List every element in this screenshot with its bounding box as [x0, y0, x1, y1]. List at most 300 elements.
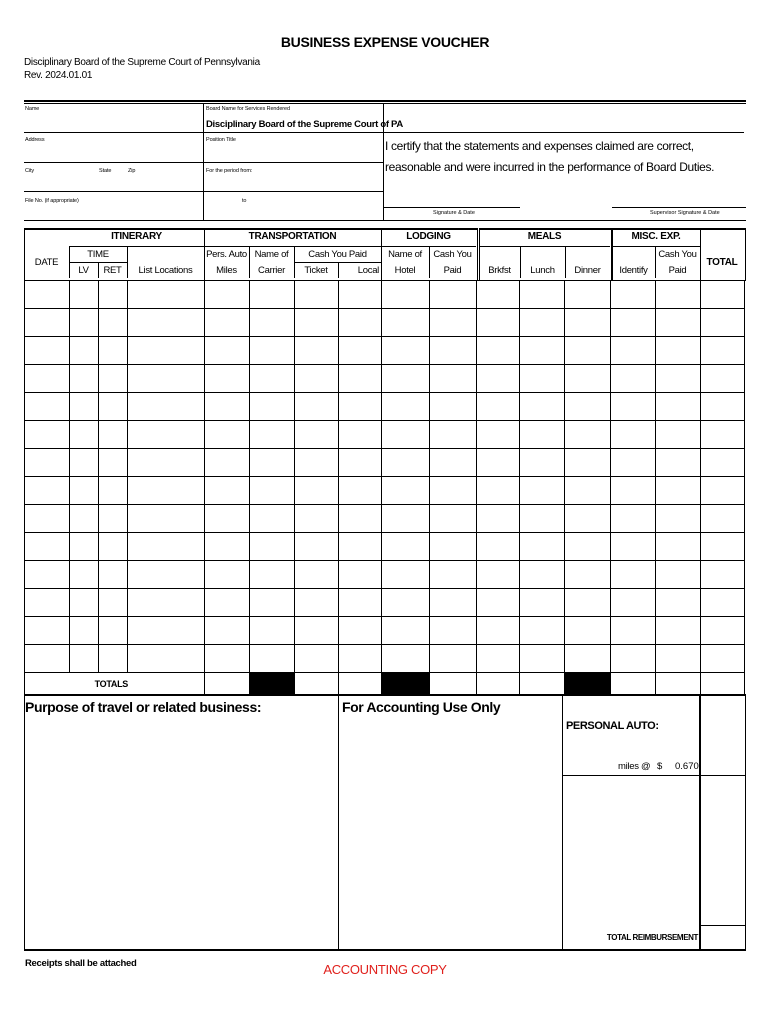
expense-cell[interactable] [339, 589, 382, 617]
expense-cell[interactable] [430, 365, 477, 393]
expense-cell[interactable] [99, 281, 128, 309]
expense-cell[interactable] [520, 421, 565, 449]
expense-cell[interactable] [520, 477, 565, 505]
expense-cell[interactable] [477, 533, 520, 561]
expense-cell[interactable] [99, 337, 128, 365]
expense-cell[interactable] [70, 617, 99, 645]
expense-cell[interactable] [565, 281, 611, 309]
expense-cell[interactable] [128, 309, 205, 337]
expense-cell[interactable] [382, 365, 430, 393]
expense-cell[interactable] [477, 449, 520, 477]
expense-cell[interactable] [99, 617, 128, 645]
board-value: Disciplinary Board of the Supreme Court of PA [206, 119, 403, 130]
expense-cell[interactable] [477, 645, 520, 673]
expense-cell[interactable] [25, 309, 70, 337]
expense-cell[interactable] [250, 589, 295, 617]
expense-cell[interactable] [250, 281, 295, 309]
expense-cell[interactable] [339, 309, 382, 337]
totals-shaded-cell [382, 673, 430, 696]
expense-cell[interactable] [205, 505, 250, 533]
signature-line [383, 207, 520, 208]
expense-cell[interactable] [430, 281, 477, 309]
expense-cell[interactable] [250, 561, 295, 589]
info-bottom-rule [24, 220, 746, 221]
expense-cell[interactable] [128, 337, 205, 365]
expense-cell[interactable] [99, 477, 128, 505]
expense-cell[interactable] [250, 393, 295, 421]
expense-cell[interactable] [382, 337, 430, 365]
expense-cell[interactable] [99, 365, 128, 393]
expense-cell[interactable] [339, 449, 382, 477]
expense-cell[interactable] [430, 533, 477, 561]
totals-cell[interactable] [701, 673, 745, 696]
expense-cell[interactable] [250, 337, 295, 365]
expense-cell[interactable] [25, 449, 70, 477]
expense-cell[interactable] [701, 421, 745, 449]
expense-cell[interactable] [430, 449, 477, 477]
local-heading: Local [357, 265, 379, 276]
meals-underline [479, 246, 610, 247]
expense-cell[interactable] [339, 337, 382, 365]
expense-cell[interactable] [128, 617, 205, 645]
expense-cell[interactable] [128, 365, 205, 393]
expense-row [25, 505, 745, 533]
locations-heading: List Locations [138, 265, 193, 276]
zip-label: Zip [128, 168, 136, 174]
expense-cell[interactable] [205, 617, 250, 645]
ticket-heading: Ticket [304, 265, 328, 276]
expense-cell[interactable] [205, 449, 250, 477]
expense-cell[interactable] [295, 449, 339, 477]
expense-cell[interactable] [99, 561, 128, 589]
expense-cell[interactable] [701, 365, 745, 393]
expense-cell[interactable] [339, 617, 382, 645]
expense-cell[interactable] [430, 617, 477, 645]
expense-cell[interactable] [565, 533, 611, 561]
expense-cell[interactable] [70, 589, 99, 617]
expense-cell[interactable] [250, 421, 295, 449]
expense-cell[interactable] [430, 477, 477, 505]
expense-cell[interactable] [611, 561, 656, 589]
address-label: Address [25, 137, 45, 143]
expense-cell[interactable] [565, 365, 611, 393]
expense-cell[interactable] [205, 421, 250, 449]
expense-cell[interactable] [611, 589, 656, 617]
accounting-use-label: For Accounting Use Only [342, 699, 501, 715]
total-box-bottom [562, 949, 746, 950]
expense-cell[interactable] [656, 337, 701, 365]
expense-cell[interactable] [295, 421, 339, 449]
total-reimbursement-label: TOTAL REIMBURSEMENT [606, 933, 698, 942]
expense-cell[interactable] [656, 421, 701, 449]
expense-cell[interactable] [99, 449, 128, 477]
table-header [24, 228, 746, 280]
expense-cell[interactable] [382, 505, 430, 533]
expense-cell[interactable] [477, 617, 520, 645]
transportation-heading: TRANSPORTATION [248, 231, 337, 242]
expense-cell[interactable] [295, 645, 339, 673]
certification-statement: I certify that the statements and expenses claimed are correct, reasonable and were incurred in the performance of Board Duties. [385, 139, 715, 174]
expense-cell[interactable] [295, 309, 339, 337]
expense-cell[interactable] [611, 281, 656, 309]
expense-cell[interactable] [520, 393, 565, 421]
expense-cell[interactable] [430, 421, 477, 449]
form-org [24, 56, 260, 82]
expense-cell[interactable] [99, 645, 128, 673]
expense-cell[interactable] [205, 561, 250, 589]
expense-cell[interactable] [701, 505, 745, 533]
expense-cell[interactable] [99, 393, 128, 421]
lunch-heading: Lunch [530, 265, 555, 276]
totals-cell[interactable] [477, 673, 520, 696]
expense-cell[interactable] [565, 337, 611, 365]
expense-cell[interactable] [382, 421, 430, 449]
bottom-divider-1 [338, 696, 339, 950]
expense-cell[interactable] [477, 421, 520, 449]
expense-cell[interactable] [565, 393, 611, 421]
expense-cell[interactable] [382, 645, 430, 673]
expense-cell[interactable] [611, 477, 656, 505]
expense-cell[interactable] [611, 645, 656, 673]
expense-cell[interactable] [339, 645, 382, 673]
expense-row [25, 449, 745, 477]
accounting-copy-label: ACCOUNTING COPY [323, 962, 447, 977]
expense-cell[interactable] [205, 393, 250, 421]
expense-cell[interactable] [128, 533, 205, 561]
expense-cell[interactable] [382, 393, 430, 421]
expense-cell[interactable] [430, 309, 477, 337]
expense-cell[interactable] [430, 393, 477, 421]
expense-cell[interactable] [295, 337, 339, 365]
expense-cell[interactable] [656, 645, 701, 673]
pers-auto-heading: Pers. Auto [206, 249, 247, 260]
expense-cell[interactable] [611, 449, 656, 477]
miles-at-label: miles @ [618, 761, 651, 772]
expense-row [25, 589, 745, 617]
expense-cell[interactable] [339, 561, 382, 589]
expense-cell[interactable] [70, 477, 99, 505]
expense-cell[interactable] [611, 505, 656, 533]
expense-cell[interactable] [565, 589, 611, 617]
expense-cell[interactable] [99, 309, 128, 337]
expense-cell[interactable] [128, 281, 205, 309]
expense-row [25, 309, 745, 337]
totals-cell[interactable] [205, 673, 250, 696]
expense-cell[interactable] [701, 617, 745, 645]
expense-cell[interactable] [565, 477, 611, 505]
expense-cell[interactable] [205, 645, 250, 673]
expense-cell[interactable] [382, 589, 430, 617]
totals-row [25, 673, 745, 696]
cash-paid-heading: Cash You Paid [308, 249, 367, 260]
expense-cell[interactable] [565, 645, 611, 673]
expense-row [25, 617, 745, 645]
expense-cell[interactable] [477, 393, 520, 421]
expense-cell[interactable] [565, 309, 611, 337]
expense-cell[interactable] [128, 505, 205, 533]
expense-cell[interactable] [250, 449, 295, 477]
totals-cell[interactable] [611, 673, 656, 696]
expense-row [25, 393, 745, 421]
expense-cell[interactable] [70, 393, 99, 421]
expense-cell[interactable] [99, 421, 128, 449]
bottom-left-border [24, 696, 25, 950]
expense-cell[interactable] [70, 645, 99, 673]
expense-cell[interactable] [611, 617, 656, 645]
expense-cell[interactable] [70, 505, 99, 533]
expense-table [24, 228, 745, 696]
misc-underline [612, 246, 700, 247]
expense-cell[interactable] [477, 337, 520, 365]
expense-row [25, 365, 745, 393]
expense-cell[interactable] [520, 589, 565, 617]
expense-cell[interactable] [295, 281, 339, 309]
expense-cell[interactable] [295, 477, 339, 505]
bottom-divider-2 [562, 696, 563, 950]
expense-cell[interactable] [701, 533, 745, 561]
expense-cell[interactable] [565, 421, 611, 449]
expense-cell[interactable] [701, 645, 745, 673]
expense-cell[interactable] [25, 505, 70, 533]
expense-cell[interactable] [611, 421, 656, 449]
expense-cell[interactable] [520, 505, 565, 533]
expense-cell[interactable] [382, 533, 430, 561]
totals-cell[interactable] [430, 673, 477, 696]
expense-row [25, 421, 745, 449]
expense-cell[interactable] [656, 449, 701, 477]
expense-row [25, 561, 745, 589]
expense-cell[interactable] [477, 561, 520, 589]
lodging-heading: LODGING [406, 231, 451, 242]
expense-row [25, 477, 745, 505]
expense-cell[interactable] [339, 393, 382, 421]
expense-cell[interactable] [520, 309, 565, 337]
expense-cell[interactable] [477, 477, 520, 505]
expense-cell[interactable] [611, 533, 656, 561]
expense-cell[interactable] [128, 589, 205, 617]
state-label: State [99, 168, 112, 174]
expense-cell[interactable] [701, 449, 745, 477]
expense-cell[interactable] [382, 617, 430, 645]
expense-cell[interactable] [430, 337, 477, 365]
board-label: Board Name for Services Rendered [206, 106, 290, 112]
expense-cell[interactable] [701, 561, 745, 589]
expense-cell[interactable] [339, 477, 382, 505]
expense-cell[interactable] [565, 617, 611, 645]
expense-cell[interactable] [250, 505, 295, 533]
totals-cell[interactable] [520, 673, 565, 696]
expense-cell[interactable] [25, 477, 70, 505]
expense-cell[interactable] [520, 533, 565, 561]
expense-cell[interactable] [25, 365, 70, 393]
expense-cell[interactable] [70, 281, 99, 309]
expense-cell[interactable] [25, 281, 70, 309]
expense-cell[interactable] [25, 617, 70, 645]
expense-cell[interactable] [520, 449, 565, 477]
expense-cell[interactable] [656, 533, 701, 561]
expense-cell[interactable] [250, 365, 295, 393]
totals-label: TOTALS [25, 673, 205, 696]
expense-cell[interactable] [128, 449, 205, 477]
expense-cell[interactable] [339, 505, 382, 533]
expense-cell[interactable] [70, 421, 99, 449]
expense-cell[interactable] [99, 589, 128, 617]
expense-cell[interactable] [520, 645, 565, 673]
purpose-label: Purpose of travel or related business: [25, 699, 262, 715]
expense-row [25, 533, 745, 561]
expense-cell[interactable] [656, 365, 701, 393]
expense-cell[interactable] [656, 561, 701, 589]
lodging-cash-you-heading: Cash You [433, 249, 472, 260]
totals-cell[interactable] [339, 673, 382, 696]
totals-shaded-cell [250, 673, 295, 696]
expense-cell[interactable] [70, 533, 99, 561]
expense-cell[interactable] [656, 393, 701, 421]
expense-cell[interactable] [565, 561, 611, 589]
expense-cell[interactable] [295, 561, 339, 589]
expense-cell[interactable] [477, 309, 520, 337]
expense-cell[interactable] [565, 505, 611, 533]
expense-cell[interactable] [520, 561, 565, 589]
total-heading: TOTAL [706, 257, 738, 268]
expense-cell[interactable] [520, 617, 565, 645]
totals-cell[interactable] [295, 673, 339, 696]
expense-cell[interactable] [128, 561, 205, 589]
expense-cell[interactable] [295, 365, 339, 393]
expense-cell[interactable] [656, 589, 701, 617]
expense-cell[interactable] [382, 281, 430, 309]
expense-cell[interactable] [701, 393, 745, 421]
bottom-divider-3 [699, 696, 701, 950]
expense-cell[interactable] [25, 337, 70, 365]
org-name: Disciplinary Board of the Supreme Court of Pennsylvania [24, 57, 260, 68]
file-label: File No. (if appropriate) [25, 198, 79, 204]
expense-cell[interactable] [205, 337, 250, 365]
expense-cell[interactable] [295, 589, 339, 617]
supervisor-signature-line [612, 207, 746, 208]
expense-cell[interactable] [205, 309, 250, 337]
expense-cell[interactable] [430, 561, 477, 589]
expense-cell[interactable] [477, 505, 520, 533]
expense-cell[interactable] [250, 309, 295, 337]
expense-cell[interactable] [382, 309, 430, 337]
expense-cell[interactable] [611, 365, 656, 393]
dollar-sign: $ [657, 761, 663, 772]
expense-cell[interactable] [70, 337, 99, 365]
expense-cell[interactable] [250, 477, 295, 505]
expense-cell[interactable] [295, 533, 339, 561]
expense-cell[interactable] [701, 589, 745, 617]
expense-cell[interactable] [99, 533, 128, 561]
expense-cell[interactable] [520, 337, 565, 365]
expense-cell[interactable] [430, 589, 477, 617]
expense-cell[interactable] [128, 645, 205, 673]
expense-cell[interactable] [205, 589, 250, 617]
expense-cell[interactable] [70, 365, 99, 393]
expense-cell[interactable] [382, 449, 430, 477]
expense-cell[interactable] [656, 309, 701, 337]
expense-cell[interactable] [295, 393, 339, 421]
revision: Rev. 2024.01.01 [24, 70, 93, 81]
expense-cell[interactable] [701, 337, 745, 365]
bottom-top-rule [24, 694, 746, 696]
expense-cell[interactable] [295, 505, 339, 533]
expense-cell[interactable] [25, 393, 70, 421]
totals-cell[interactable] [656, 673, 701, 696]
expense-cell[interactable] [339, 281, 382, 309]
mileage-rate: 0.670 [675, 761, 699, 772]
expense-cell[interactable] [250, 645, 295, 673]
expense-cell[interactable] [611, 337, 656, 365]
expense-cell[interactable] [430, 645, 477, 673]
expense-cell[interactable] [295, 617, 339, 645]
miles-rule [562, 775, 746, 776]
expense-cell[interactable] [250, 533, 295, 561]
expense-row [25, 645, 745, 673]
info-top-rule-2 [24, 103, 746, 104]
expense-cell[interactable] [99, 505, 128, 533]
expense-cell[interactable] [701, 281, 745, 309]
expense-cell[interactable] [656, 617, 701, 645]
expense-cell[interactable] [70, 309, 99, 337]
info-row-rule-1 [24, 132, 744, 133]
expense-cell[interactable] [701, 477, 745, 505]
expense-cell[interactable] [339, 533, 382, 561]
expense-cell[interactable] [520, 281, 565, 309]
form-title: BUSINESS EXPENSE VOUCHER [280, 34, 490, 50]
expense-cell[interactable] [382, 477, 430, 505]
expense-cell[interactable] [656, 505, 701, 533]
expense-cell[interactable] [656, 477, 701, 505]
expense-cell[interactable] [430, 505, 477, 533]
miles-heading: Miles [216, 265, 237, 276]
supervisor-signature-label: Supervisor Signature & Date [650, 210, 720, 216]
expense-cell[interactable] [25, 561, 70, 589]
city-label: City [25, 168, 35, 174]
expense-cell[interactable] [520, 365, 565, 393]
info-top-rule [24, 100, 746, 102]
expense-cell[interactable] [70, 449, 99, 477]
expense-cell[interactable] [128, 421, 205, 449]
expense-cell[interactable] [25, 533, 70, 561]
expense-cell[interactable] [382, 561, 430, 589]
expense-cell[interactable] [205, 365, 250, 393]
hotel-name-of-heading: Name of [388, 249, 422, 260]
expense-cell[interactable] [477, 281, 520, 309]
expense-cell[interactable] [611, 309, 656, 337]
expense-cell[interactable] [128, 393, 205, 421]
expense-cell[interactable] [250, 617, 295, 645]
expense-cell[interactable] [477, 365, 520, 393]
expense-cell[interactable] [339, 365, 382, 393]
expense-cell[interactable] [205, 281, 250, 309]
expense-cell[interactable] [339, 421, 382, 449]
expense-cell[interactable] [70, 561, 99, 589]
expense-cell[interactable] [477, 589, 520, 617]
expense-cell[interactable] [128, 477, 205, 505]
expense-cell[interactable] [701, 309, 745, 337]
expense-cell[interactable] [25, 589, 70, 617]
expense-cell[interactable] [25, 645, 70, 673]
expense-cell[interactable] [656, 281, 701, 309]
expense-cell[interactable] [565, 449, 611, 477]
expense-cell[interactable] [25, 421, 70, 449]
expense-cell[interactable] [205, 477, 250, 505]
expense-cell[interactable] [205, 533, 250, 561]
misc-paid-heading: Paid [668, 265, 687, 276]
name-of-heading: Name of [254, 249, 289, 260]
expense-cell[interactable] [611, 393, 656, 421]
